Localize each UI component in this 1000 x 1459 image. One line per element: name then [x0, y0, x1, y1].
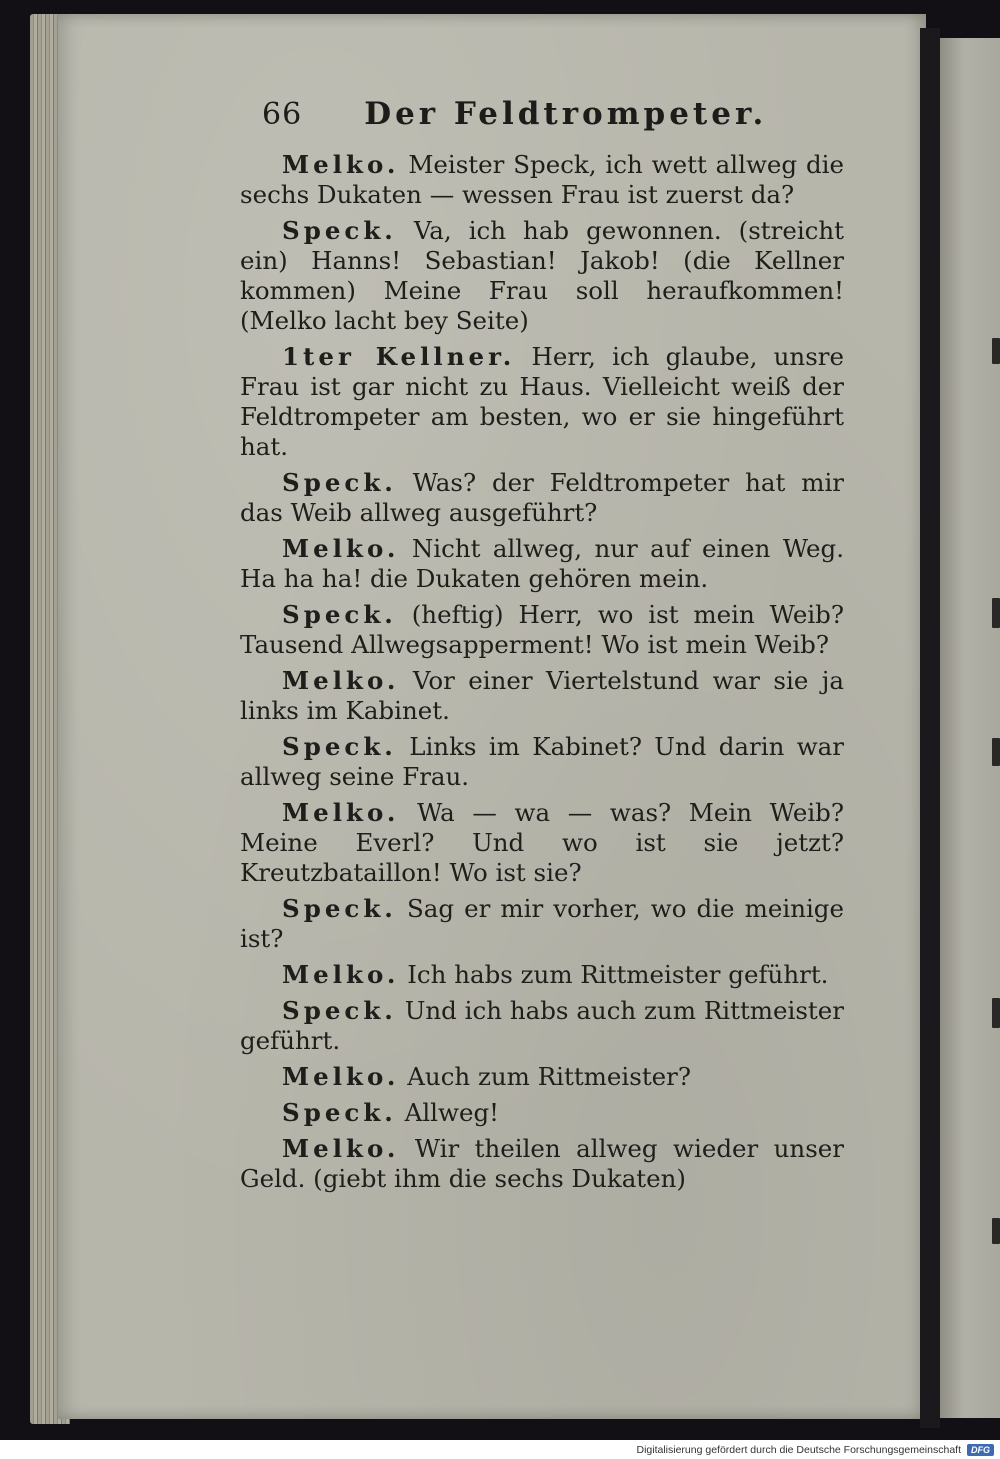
speaker-name: Melko. — [282, 798, 400, 827]
speaker-name: Speck. — [282, 216, 397, 245]
dialogue-paragraph — [240, 996, 844, 1056]
dialogue-text: Herr, ich glaube, unsre Frau ist gar nicht zu Haus. Vielleicht weiß der Feldtrompeter am besten, wo er sie hingeführt hat. — [240, 342, 844, 461]
dialogue-paragraph — [240, 600, 844, 660]
dialogue-text: Wir theilen allweg wieder unser Geld. (giebt ihm die sechs Dukaten) — [240, 1134, 844, 1193]
speaker-name: Melko. — [282, 960, 400, 989]
dialogue-paragraph — [240, 1134, 844, 1194]
book-spine — [920, 28, 940, 1428]
speaker-name: Speck. — [282, 894, 397, 923]
speaker-name: Melko. — [282, 1062, 400, 1091]
funding-credit: Digitalisierung gefördert durch die Deutsche Forschungsgemeinschaft — [636, 1443, 961, 1456]
dialogue-text: Meister Speck, ich wett allweg die sechs Dukaten — wessen Frau ist zuerst da? — [240, 150, 844, 209]
dfg-logo: DFG — [967, 1444, 994, 1456]
dialogue-paragraph — [240, 960, 844, 990]
facing-text-fragment — [992, 998, 1000, 1028]
dialogue-paragraph — [240, 150, 844, 210]
dialogue-text: Auch zum Rittmeister? — [407, 1062, 692, 1091]
dialogue-paragraph — [240, 894, 844, 954]
speaker-name: Speck. — [282, 468, 397, 497]
speaker-name: Melko. — [282, 1134, 400, 1163]
dialogue-text: Und ich habs auch zum Rittmeister geführt. — [240, 996, 844, 1055]
dialogue-text: Wa — wa — was? Mein Weib? Meine Everl? Und wo ist sie jetzt? Kreutzbataillon! Wo ist sie? — [240, 798, 844, 887]
dialogue-paragraph — [240, 342, 844, 462]
dialogue-text: Sag er mir vorher, wo die meinige ist? — [240, 894, 844, 953]
running-title: Der Feldtrompeter. — [364, 96, 768, 132]
speaker-name: Speck. — [282, 600, 397, 629]
dialogue-text: Nicht allweg, nur auf einen Weg. Ha ha ha! die Dukaten gehören mein. — [240, 534, 844, 593]
speaker-name: Melko. — [282, 534, 400, 563]
dialogue-text: Va, ich hab gewonnen. (streicht ein) Hanns! Sebastian! Jakob! (die Kellner kommen) Meine Frau soll heraufkommen! (Melko lacht bey Seite) — [240, 216, 845, 335]
speaker-name: Speck. — [282, 732, 397, 761]
dialogue-paragraph — [240, 798, 844, 888]
speaker-name: 1ter Kellner. — [282, 342, 516, 371]
dialogue-text: Allweg! — [404, 1098, 500, 1127]
dialogue-paragraph — [240, 534, 844, 594]
dialogue-paragraph — [240, 666, 844, 726]
page-body — [240, 150, 844, 1200]
dialogue-paragraph — [240, 1062, 844, 1092]
dialogue-text: Vor einer Viertelstund war sie ja links im Kabinet. — [240, 666, 844, 725]
facing-page — [940, 38, 1000, 1418]
dialogue-text: Links im Kabinet? Und darin war allweg seine Frau. — [240, 732, 845, 791]
dialogue-paragraph — [240, 468, 844, 528]
speaker-name: Speck. — [282, 996, 397, 1025]
dialogue-text: (heftig) Herr, wo ist mein Weib? Tausend Allwegsapperment! Wo ist mein Weib? — [240, 600, 844, 659]
footer-bar — [0, 1440, 1000, 1459]
dialogue-text: Ich habs zum Rittmeister geführt. — [407, 960, 829, 989]
speaker-name: Melko. — [282, 666, 400, 695]
dialogue-paragraph — [240, 216, 844, 336]
speaker-name: Speck. — [282, 1098, 397, 1127]
page-number: 66 — [262, 97, 303, 132]
dialogue-paragraph — [240, 732, 844, 792]
page-header — [262, 96, 782, 132]
speaker-name: Melko. — [282, 150, 400, 179]
facing-text-fragment — [992, 738, 1000, 766]
facing-text-fragment — [992, 598, 1000, 628]
dialogue-paragraph — [240, 1098, 844, 1128]
facing-text-fragment — [992, 338, 1000, 364]
dialogue-text: Was? der Feldtrompeter hat mir das Weib allweg ausgeführt? — [240, 468, 844, 527]
facing-text-fragment — [992, 1218, 1000, 1244]
